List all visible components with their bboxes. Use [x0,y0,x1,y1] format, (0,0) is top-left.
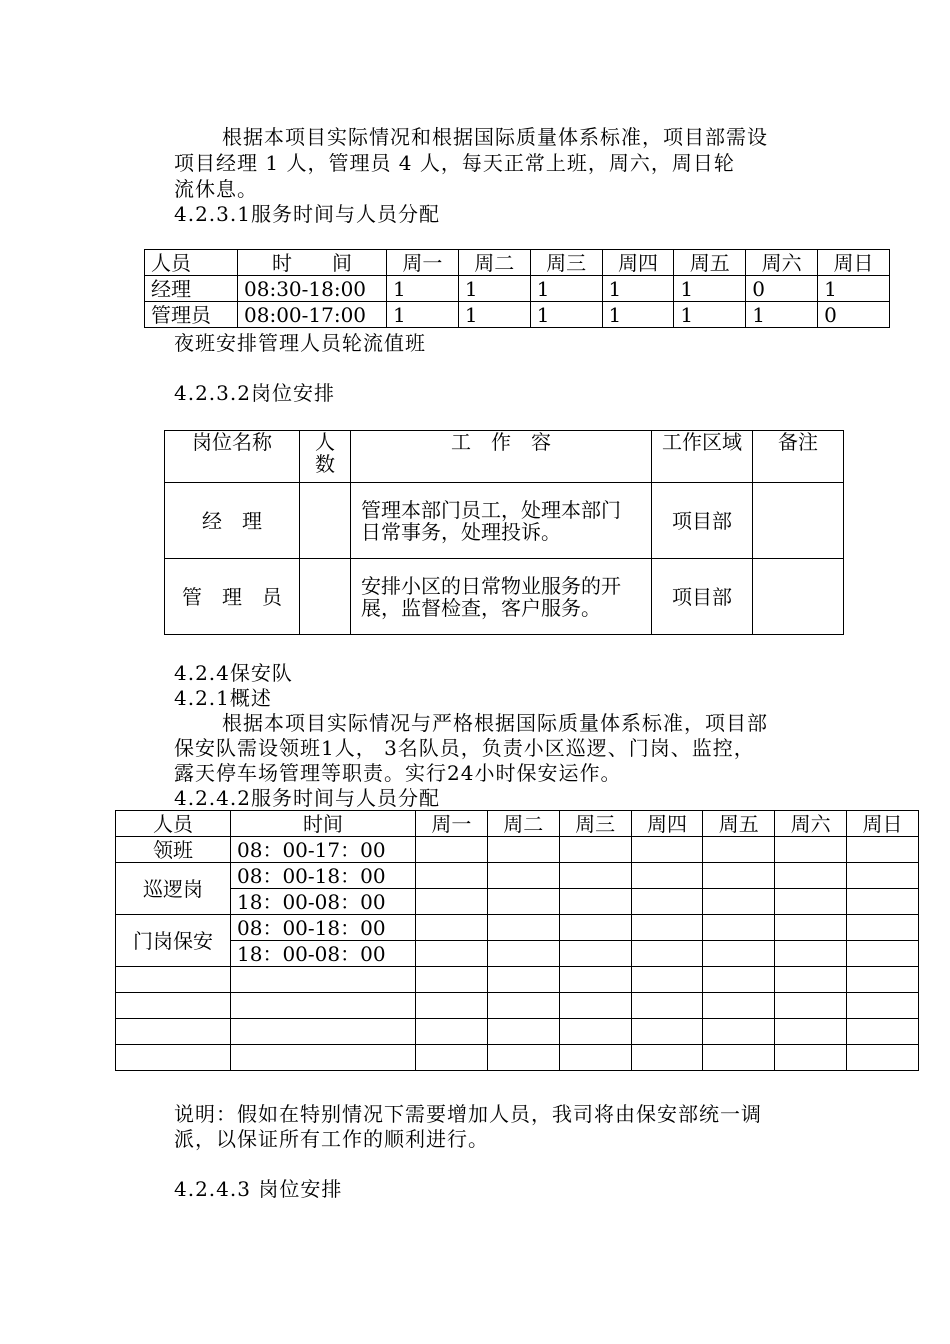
table-cell [703,1045,775,1071]
table-cell [116,967,231,993]
table-cell: 1 [458,276,530,302]
table-cell [631,889,703,915]
table-cell [703,967,775,993]
table-row [165,483,844,559]
table-header-cell: 人数 [300,431,351,483]
table-cell [416,889,488,915]
table-header-cell: 周六 [775,811,847,837]
table-row [116,1019,919,1045]
table-cell [416,993,488,1019]
section-heading-4232: 4.2.3.2岗位安排 [174,381,335,405]
service-time-table-security [115,810,919,1071]
table-cell [416,837,488,863]
table-cell: 0 [746,276,818,302]
table-cell [300,559,351,635]
table-cell [703,941,775,967]
table-cell [775,993,847,1019]
table-cell [847,1045,919,1071]
table-cell [487,863,559,889]
table-cell: 1 [387,276,459,302]
table-cell: 管理本部门员工，处理本部门日常事务，处理投诉。 [351,483,652,559]
table-cell [487,967,559,993]
table-cell [487,915,559,941]
table-cell [847,967,919,993]
table-cell [703,993,775,1019]
section-heading-4243: 4.2.4.3 岗位安排 [174,1177,343,1201]
table-cell [416,863,488,889]
table-header-row [165,431,844,483]
table-header-cell: 时间 [231,811,416,837]
table-row [116,941,919,967]
table-cell [231,1045,416,1071]
table-cell [775,941,847,967]
table-header-cell: 周日 [847,811,919,837]
table-cell [631,967,703,993]
table-cell [847,837,919,863]
table-cell: 1 [387,302,459,328]
table-cell: 08：00-18：00 [231,863,416,889]
remark-line-1: 说明：假如在特别情况下需要增加人员，我司将由保安部统一调 [174,1102,762,1126]
section-heading-421: 4.2.1概述 [174,686,272,710]
table-cell: 18：00-08：00 [231,889,416,915]
table-cell [847,1019,919,1045]
table-header-cell: 周四 [602,250,674,276]
section-heading-4231: 4.2.3.1服务时间与人员分配 [174,202,440,226]
table-cell [559,941,631,967]
table-cell [631,863,703,889]
table-header-cell: 周二 [458,250,530,276]
table-cell [703,915,775,941]
table-row [145,276,890,302]
table-header-cell: 岗位名称 [165,431,300,483]
table-cell: 1 [530,276,602,302]
table-cell: 08:30-18:00 [238,276,387,302]
table-cell: 经 理 [165,483,300,559]
table-cell: 0 [818,302,890,328]
table-row [116,1045,919,1071]
table-cell [231,967,416,993]
table-cell [487,941,559,967]
table-cell [487,1019,559,1045]
table-cell [847,889,919,915]
table-cell [416,1019,488,1045]
intro-line-2: 项目经理 1 人，管理员 4 人，每天正常上班，周六，周日轮 [174,151,735,175]
table-cell [231,1019,416,1045]
table-cell: 项目部 [652,559,753,635]
table-cell: 门岗保安 [116,915,231,967]
table-cell: 08：00-18：00 [231,915,416,941]
security-para-line-2: 保安队需设领班1人， 3名队员，负责小区巡逻、门岗、监控， [174,736,755,760]
table-cell [487,837,559,863]
table-cell [559,967,631,993]
table-cell: 1 [602,302,674,328]
table-cell [116,993,231,1019]
table-cell [631,1045,703,1071]
table-cell [703,889,775,915]
table-header-cell: 周五 [703,811,775,837]
table-header-cell: 周一 [387,250,459,276]
table-cell [631,941,703,967]
intro-line-1: 根据本项目实际情况和根据国际质量体系标准，项目部需设 [222,125,768,149]
table-cell [559,1045,631,1071]
table-cell [487,889,559,915]
table-cell [116,1019,231,1045]
table-cell [631,915,703,941]
table-header-row [116,811,919,837]
table-header-cell: 周四 [631,811,703,837]
table-cell [847,941,919,967]
table-row [116,967,919,993]
table-cell: 1 [530,302,602,328]
table-cell [775,863,847,889]
table-cell: 18：00-08：00 [231,941,416,967]
remark-line-2: 派，以保证所有工作的顺利进行。 [174,1127,489,1151]
table-cell [847,993,919,1019]
table-header-cell: 工作区域 [652,431,753,483]
table-cell [487,993,559,1019]
table-header-cell: 人员 [116,811,231,837]
table-cell: 1 [746,302,818,328]
table-cell [847,915,919,941]
table-cell: 管 理 员 [165,559,300,635]
table-cell [775,837,847,863]
table-cell [416,967,488,993]
table-cell: 1 [602,276,674,302]
table-cell: 08：00-17：00 [231,837,416,863]
table-cell: 1 [674,276,746,302]
table-header-cell: 周三 [559,811,631,837]
table-cell [703,837,775,863]
security-para-line-3: 露天停车场管理等职责。实行24小时保安运作。 [174,761,622,785]
table-cell [847,863,919,889]
table-row [116,915,919,941]
table-cell [416,915,488,941]
table-header-cell: 周五 [674,250,746,276]
table-row [116,889,919,915]
table-cell [753,483,844,559]
table-cell: 经理 [145,276,238,302]
table-cell: 安排小区的日常物业服务的开展，监督检查，客户服务。 [351,559,652,635]
section-heading-424: 4.2.4保安队 [174,661,293,685]
table-row [145,302,890,328]
table-cell: 巡逻岗 [116,863,231,915]
table-cell: 1 [458,302,530,328]
table-cell [631,993,703,1019]
table-header-cell: 时 间 [238,250,387,276]
table-cell [559,889,631,915]
table-cell [775,1019,847,1045]
table-cell [631,1019,703,1045]
table-cell [559,915,631,941]
table-header-cell: 工 作 容 [351,431,652,483]
table-cell: 1 [818,276,890,302]
table-cell [753,559,844,635]
table-cell [775,889,847,915]
table-row [116,993,919,1019]
table-cell [703,1019,775,1045]
table-cell [559,993,631,1019]
night-shift-note: 夜班安排管理人员轮流值班 [174,331,426,355]
table-cell [775,915,847,941]
table-header-cell: 周三 [530,250,602,276]
table-cell: 08:00-17:00 [238,302,387,328]
service-time-table-management [144,249,890,328]
table-header-cell: 周二 [487,811,559,837]
table-cell [559,1019,631,1045]
table-cell [703,863,775,889]
table-header-row [145,250,890,276]
table-cell [559,837,631,863]
table-header-cell: 周一 [416,811,488,837]
table-cell: 领班 [116,837,231,863]
table-cell: 1 [674,302,746,328]
table-cell [559,863,631,889]
table-header-cell: 人员 [145,250,238,276]
table-row [165,559,844,635]
section-heading-4242: 4.2.4.2服务时间与人员分配 [174,786,440,810]
table-cell [631,837,703,863]
table-cell [300,483,351,559]
table-cell: 管理员 [145,302,238,328]
intro-line-3: 流休息。 [174,177,258,201]
table-row [116,863,919,889]
table-cell [487,1045,559,1071]
table-cell [116,1045,231,1071]
table-header-cell: 周六 [746,250,818,276]
security-para-line-1: 根据本项目实际情况与严格根据国际质量体系标准，项目部 [222,711,768,735]
table-row [116,837,919,863]
table-cell [775,967,847,993]
table-cell [416,941,488,967]
table-cell [231,993,416,1019]
table-cell [775,1045,847,1071]
post-arrangement-table-management [164,430,844,635]
table-header-cell: 备注 [753,431,844,483]
table-cell [416,1045,488,1071]
table-header-cell: 周日 [818,250,890,276]
table-cell: 项目部 [652,483,753,559]
